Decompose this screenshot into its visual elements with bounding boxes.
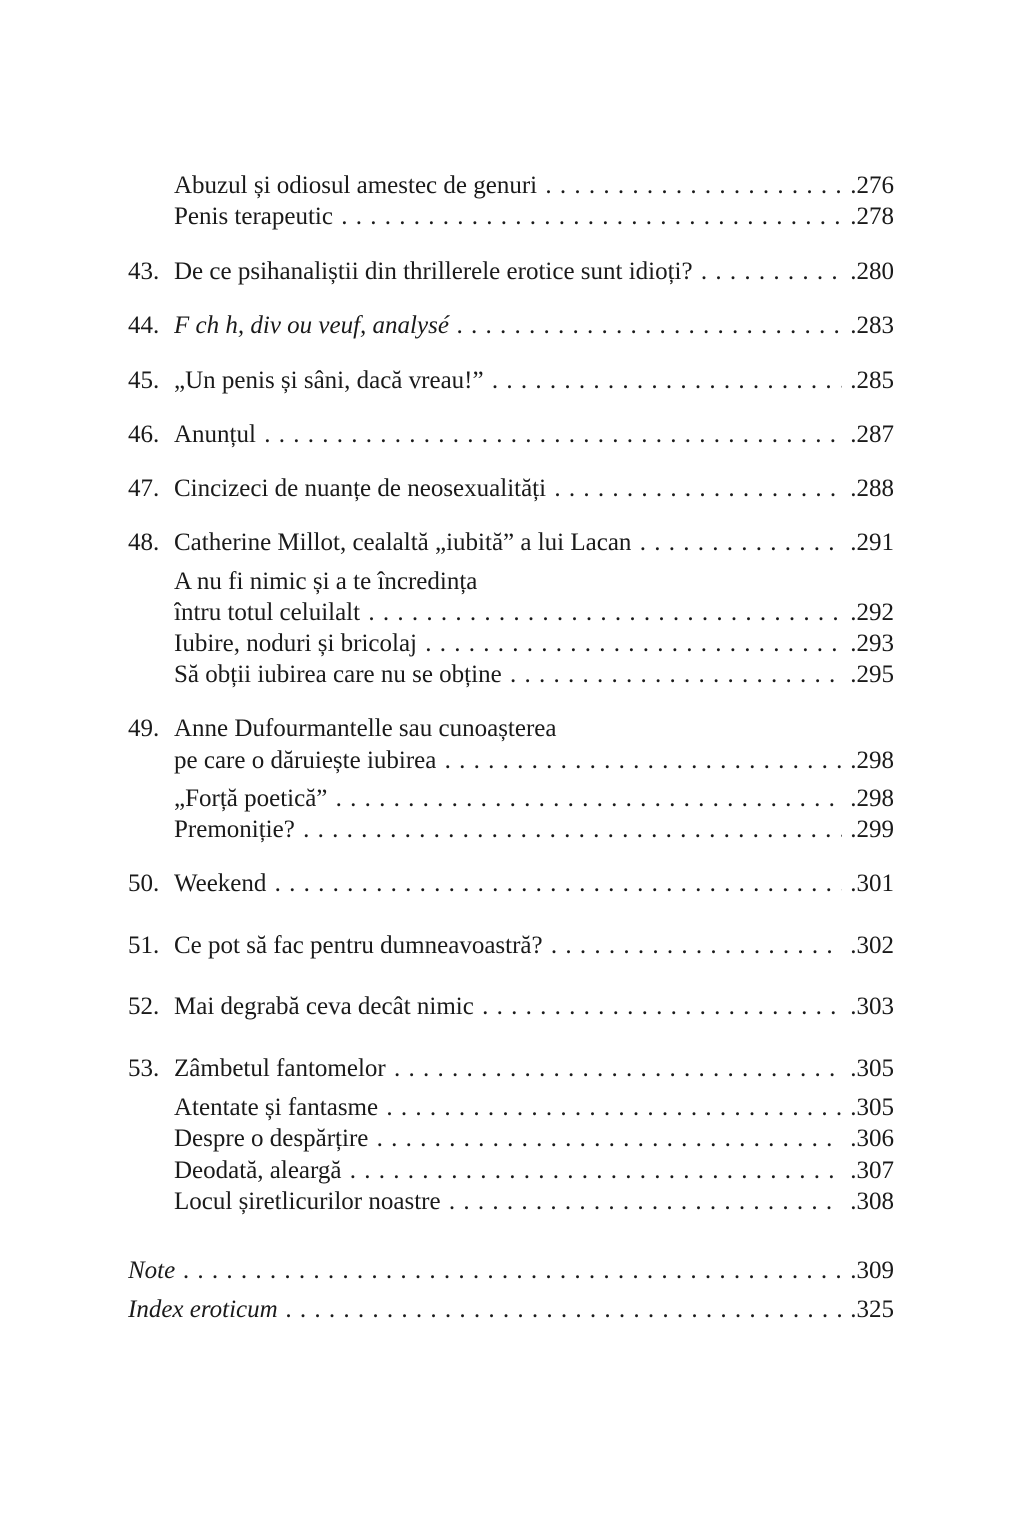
- chapter-number: 44.: [128, 312, 160, 339]
- toc-entry-title: Zâmbetul fantomelor . . .: [174, 1055, 842, 1082]
- chapter-number: 45.: [128, 367, 160, 394]
- toc-entry-page: .278: [850, 203, 894, 230]
- toc-chapter[interactable]: [128, 365, 894, 397]
- toc-entry-page: .295: [850, 661, 894, 688]
- toc-entry-title: Weekend . . .: [174, 870, 842, 897]
- toc-chapter[interactable]: [128, 713, 894, 745]
- toc-entry-title: Index eroticum . . .: [128, 1296, 842, 1323]
- chapter-number: 52.: [128, 993, 160, 1020]
- chapter-number: 47.: [128, 475, 160, 502]
- toc-chapter[interactable]: [128, 256, 894, 288]
- chapter-number: 53.: [128, 1055, 160, 1082]
- chapter-number: 49.: [128, 715, 160, 742]
- toc-entry-title: Abuzul și odiosul amestec de genuri . . .: [174, 172, 842, 199]
- toc-entry[interactable]: [174, 170, 894, 202]
- chapter-number: 48.: [128, 529, 160, 556]
- toc-entry-page: .280: [850, 258, 894, 285]
- toc-chapter[interactable]: [128, 419, 894, 451]
- toc-entry-page: .299: [850, 816, 894, 843]
- toc-backmatter-index[interactable]: [128, 1294, 894, 1326]
- toc-entry[interactable]: [174, 783, 894, 815]
- toc-entry-title: Cincizeci de nuanțe de neosexualități . . .: [174, 475, 842, 502]
- toc-backmatter-notes[interactable]: [128, 1255, 894, 1287]
- toc-entry-page: .301: [850, 870, 894, 897]
- toc-entry-page: .298: [850, 747, 894, 774]
- toc-entry-page: .288: [850, 475, 894, 502]
- toc-entry[interactable]: [174, 1123, 894, 1155]
- toc-entry-title: Atentate și fantasme . . .: [174, 1094, 842, 1121]
- toc-entry[interactable]: [174, 659, 894, 691]
- toc-entry-page: .287: [850, 421, 894, 448]
- toc-chapter[interactable]: [128, 930, 894, 962]
- toc-chapter[interactable]: [128, 868, 894, 900]
- toc-entry-continuation[interactable]: [174, 745, 894, 777]
- toc-entry-title: Penis terapeutic . . .: [174, 203, 842, 230]
- toc-entry-page: .305: [850, 1094, 894, 1121]
- toc-entry[interactable]: [174, 1186, 894, 1218]
- toc-entry-page: .303: [850, 993, 894, 1020]
- toc-entry-title: Să obții iubirea care nu se obține . . .: [174, 661, 842, 688]
- toc-entry[interactable]: [174, 1155, 894, 1187]
- toc-entry-title: Deodată, aleargă . . .: [174, 1157, 842, 1184]
- toc-entry-page: .302: [850, 932, 894, 959]
- toc-chapter[interactable]: [128, 991, 894, 1023]
- toc-entry-page: .292: [850, 599, 894, 626]
- toc-entry-page: .283: [850, 312, 894, 339]
- toc-entry-title: Anunțul . . .: [174, 421, 842, 448]
- toc-entry-title: pe care o dăruiește iubirea . . .: [174, 747, 842, 774]
- toc-chapter[interactable]: [128, 473, 894, 505]
- toc-entry-page: .291: [850, 529, 894, 556]
- toc-entry[interactable]: [174, 566, 894, 598]
- toc-entry-title: Premoniție? . . .: [174, 816, 842, 843]
- toc-entry-title: Anne Dufourmantelle sau cunoașterea: [174, 715, 557, 742]
- toc-entry-page: .285: [850, 367, 894, 394]
- toc-entry-title: „Forță poetică” . . .: [174, 785, 842, 812]
- toc-chapter[interactable]: [128, 310, 894, 342]
- toc-entry-title: Iubire, noduri și bricolaj . . .: [174, 630, 842, 657]
- toc-entry[interactable]: [174, 814, 894, 846]
- toc-entry-title: întru totul celuilalt . . .: [174, 599, 842, 626]
- toc-entry[interactable]: [174, 1092, 894, 1124]
- chapter-number: 43.: [128, 258, 160, 285]
- toc-entry-page: .325: [850, 1296, 894, 1323]
- toc-chapter[interactable]: [128, 1053, 894, 1085]
- toc-entry-title: De ce psihanaliștii din thrillerele erotice sunt idioți? . . .: [174, 258, 842, 285]
- toc-entry-title: „Un penis și sâni, dacă vreau!” . . .: [174, 367, 842, 394]
- chapter-number: 46.: [128, 421, 160, 448]
- toc-entry-title: Locul șiretlicurilor noastre . . .: [174, 1188, 842, 1215]
- toc-entry-page: .309: [850, 1257, 894, 1284]
- toc-entry-page: .307: [850, 1157, 894, 1184]
- toc-entry[interactable]: [174, 628, 894, 660]
- chapter-number: 51.: [128, 932, 160, 959]
- toc-entry-title: Catherine Millot, cealaltă „iubită” a lui Lacan . . .: [174, 529, 842, 556]
- toc-entry-title: Mai degrabă ceva decât nimic . . .: [174, 993, 842, 1020]
- toc-entry-page: .305: [850, 1055, 894, 1082]
- toc-entry-page: .293: [850, 630, 894, 657]
- toc-entry-page: .276: [850, 172, 894, 199]
- toc-entry-page: .306: [850, 1125, 894, 1152]
- toc-entry-page: .298: [850, 785, 894, 812]
- toc-entry[interactable]: [174, 597, 894, 629]
- toc-entry-title: Note . . .: [128, 1257, 842, 1284]
- toc-entry-title: A nu fi nimic și a te încredința: [174, 568, 478, 595]
- toc-entry-page: .308: [850, 1188, 894, 1215]
- toc-chapter[interactable]: [128, 527, 894, 559]
- toc-entry-title: Despre o despărțire . . .: [174, 1125, 842, 1152]
- toc-entry-title: F ch h, div ou veuf, analysé . . .: [174, 312, 842, 339]
- toc-entry-title: Ce pot să fac pentru dumneavoastră? . . .: [174, 932, 842, 959]
- toc-entry[interactable]: [174, 201, 894, 233]
- chapter-number: 50.: [128, 870, 160, 897]
